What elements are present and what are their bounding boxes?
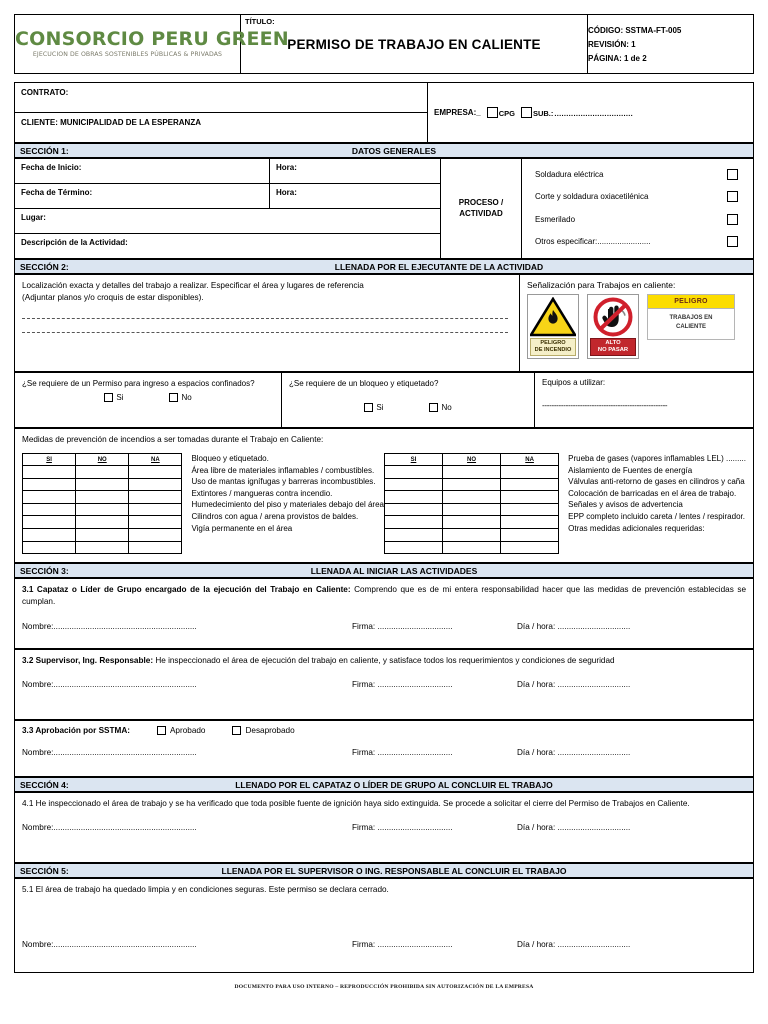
hora-termino-field[interactable] <box>270 184 441 209</box>
section-1-title: DATOS GENERALES <box>351 145 437 156</box>
measures-right-items <box>559 453 746 554</box>
section-4-title: LLENADO POR EL CAPATAZ O LÍDER DE GRUPO AL CONCLUIR EL TRABAJO <box>235 779 553 790</box>
q1-option-si[interactable] <box>104 393 123 402</box>
localizacion-line-1: Localización exacta y detalles del trabajo a realizar. Especificar el área y lugares de referencia <box>22 281 364 290</box>
danger-line-1: TRABAJOS EN <box>669 315 713 321</box>
checkbox-cell[interactable] <box>501 503 559 516</box>
descripcion-label: Descripción de la Actividad: <box>21 238 128 247</box>
checkbox-corte-oxiacetilenica-icon[interactable] <box>727 191 738 202</box>
dia-hora-field[interactable]: Día / hora: ................................ <box>517 748 631 758</box>
codigo-text: CÓDIGO: SSTMA-FT-005 <box>588 25 682 35</box>
danger-sign-header: PELIGRO <box>648 295 734 309</box>
actividad-options <box>522 159 754 259</box>
titulo-label: TÍTULO: <box>245 17 275 26</box>
checkbox-q1-no-icon[interactable] <box>169 393 178 402</box>
document-footer: DOCUMENTO PARA USO INTERNO – REPRODUCCIÓN PROHIBIDA SIN AUTORIZACIÓN DE LA EMPRESA <box>234 984 534 991</box>
lugar-label: Lugar: <box>21 213 46 222</box>
signage-images <box>527 294 746 359</box>
signature-line <box>22 748 746 757</box>
equipos-write-line[interactable]: ----------------------------------------------------- <box>542 401 668 410</box>
firma-field[interactable]: Firma: ................................. <box>352 680 453 690</box>
fecha-inicio-field[interactable] <box>15 159 270 184</box>
measure-item: Bloqueo y etiquetado. <box>191 454 269 463</box>
document-code-block <box>588 15 754 74</box>
firma-field[interactable]: Firma: ................................. <box>352 940 453 950</box>
q1-no-label: No <box>181 393 192 402</box>
sub-label: SUB.: <box>532 109 554 118</box>
equipos-a-utilizar-cell[interactable] <box>535 373 754 428</box>
stop-caption-line-1: ALTO <box>605 340 621 346</box>
col-header-si: SI <box>385 454 443 466</box>
descripcion-field[interactable] <box>15 234 441 259</box>
empresa-option-sub[interactable] <box>521 107 633 118</box>
q1-si-label: Si <box>116 393 124 402</box>
section-2-table <box>14 274 754 372</box>
measures-right-column <box>384 453 746 554</box>
section-3-band <box>14 563 754 578</box>
checkbox-cell[interactable] <box>501 528 559 541</box>
hora-inicio-field[interactable] <box>270 159 441 184</box>
checkbox-q2-si-icon[interactable] <box>364 403 373 412</box>
danger-line-2: CALIENTE <box>676 324 706 330</box>
col-header-si: SI <box>23 454 76 466</box>
block-32-text <box>22 655 746 667</box>
fecha-inicio-label: Fecha de Inicio: <box>21 163 82 172</box>
activity-label: Otros especificar:........................ <box>535 237 651 247</box>
measure-item: Aislamiento de Fuentes de energía <box>568 465 693 475</box>
logo-company-name: CONSORCIO PERU GREEN <box>15 27 289 50</box>
section-4-band <box>14 777 754 792</box>
activity-row[interactable] <box>528 231 747 254</box>
empresa-option-cpg[interactable] <box>487 107 515 118</box>
checkbox-cell[interactable] <box>23 478 76 491</box>
measure-item: Cilindros con agua / arena provistos de baldes. <box>191 511 359 521</box>
write-line[interactable] <box>22 332 508 333</box>
checkbox-cell[interactable] <box>76 541 129 554</box>
measure-item: EPP completo incluido careta / lentes / respirador. <box>568 511 745 521</box>
q2-option-si[interactable] <box>364 403 383 412</box>
hora-inicio-label: Hora: <box>276 163 297 172</box>
desaprobado-label: Desaprobado <box>245 726 295 736</box>
section-4-number: SECCIÓN 4: <box>20 779 69 790</box>
section-2-title: LLENADA POR EL EJECUTANTE DE LA ACTIVIDAD <box>334 261 544 272</box>
option-aprobado[interactable] <box>157 726 206 735</box>
sign-no-entry <box>587 294 639 359</box>
measures-left-items <box>182 453 384 554</box>
contract-block <box>14 82 754 143</box>
section-3-title: LLENADA AL INICIAR LAS ACTIVIDADES <box>310 565 478 576</box>
checkbox-cell[interactable] <box>76 491 129 504</box>
checkbox-otros-icon[interactable] <box>727 236 738 247</box>
empresa-cell <box>428 83 754 143</box>
measures-right-checkbox-grid <box>384 453 559 554</box>
section-5-band <box>14 863 754 878</box>
questions-row <box>14 372 754 428</box>
section-3-block-32 <box>14 649 754 720</box>
sign-danger-hot-work <box>647 294 735 340</box>
sub-dots: ................................. <box>554 109 634 118</box>
measure-item: Válvulas anti-retorno de gases en cilindros y caña <box>568 477 745 487</box>
lugar-field[interactable] <box>15 209 441 234</box>
measure-item: Área libre de materiales inflamables / combustibles. <box>191 465 375 475</box>
localizacion-cell[interactable] <box>15 275 520 372</box>
dia-hora-field[interactable]: Día / hora: ................................ <box>517 680 631 690</box>
checkbox-cell[interactable] <box>443 491 501 504</box>
question-2-options <box>289 403 527 412</box>
section-5-title: LLENADA POR EL SUPERVISOR O ING. RESPONSABLE AL CONCLUIR EL TRABAJO <box>221 865 567 876</box>
nombre-field[interactable]: Nombre:............................................................... <box>22 823 197 833</box>
fire-caption-line-2: DE INCENDIO <box>534 346 572 353</box>
question-1-text: ¿Se requiere de un Permiso para ingreso a espacios confinados? <box>22 379 255 388</box>
checkbox-cell[interactable] <box>501 478 559 491</box>
checkbox-cell[interactable] <box>385 541 443 554</box>
firma-field[interactable]: Firma: ................................. <box>352 823 453 833</box>
question-espacios-confinados <box>15 373 282 428</box>
checkbox-cell[interactable] <box>23 528 76 541</box>
fire-caption-line-1: PELIGRO <box>540 340 566 346</box>
checkbox-q2-no-icon[interactable] <box>429 403 438 412</box>
firma-field[interactable]: Firma: ................................. <box>352 748 453 758</box>
activity-row[interactable] <box>528 186 747 209</box>
activity-row[interactable] <box>528 208 747 231</box>
write-line[interactable] <box>22 318 508 319</box>
section-3-block-33 <box>14 720 754 777</box>
col-header-na: NA <box>501 454 559 466</box>
checkbox-cell[interactable] <box>129 541 182 554</box>
q1-option-no[interactable] <box>169 393 191 402</box>
block-51-text: 5.1 El área de trabajo ha quedado limpia y en condiciones seguras. Este permiso se declara cerrado. <box>22 885 389 895</box>
prevention-measures-table <box>14 428 754 563</box>
measure-item: Otras medidas adicionales requeridas: <box>568 523 705 533</box>
checkbox-cell[interactable] <box>129 478 182 491</box>
signature-line <box>22 940 746 949</box>
checkbox-cell[interactable] <box>385 466 443 479</box>
measure-item: Prueba de gases (vapores inflamables LEL) ......... <box>568 454 746 463</box>
equipos-label: Equipos a utilizar: <box>542 378 606 387</box>
checkbox-cell[interactable] <box>501 541 559 554</box>
dia-hora-field[interactable]: Día / hora: ................................ <box>517 823 631 833</box>
checkbox-cell[interactable] <box>129 516 182 529</box>
checkbox-cell[interactable] <box>501 466 559 479</box>
option-desaprobado[interactable] <box>232 726 294 735</box>
nombre-field[interactable]: Nombre:............................................................... <box>22 621 197 631</box>
empresa-label: EMPRESA:_ <box>434 108 481 117</box>
checkbox-soldadura-electrica-icon[interactable] <box>727 169 738 180</box>
logo-tagline: EJECUCION DE OBRAS SOSTENIBLES PÚBLICAS & PRIVADAS <box>32 51 223 59</box>
fire-hazard-triangle-icon <box>530 297 576 337</box>
section-5-number: SECCIÓN 5: <box>20 865 69 876</box>
checkbox-cell[interactable] <box>76 516 129 529</box>
nombre-field[interactable]: Nombre:............................................................... <box>22 680 197 690</box>
checkbox-cell[interactable] <box>23 541 76 554</box>
checkbox-cell[interactable] <box>23 516 76 529</box>
checkbox-sub-icon[interactable] <box>521 107 532 118</box>
checkbox-cell[interactable] <box>129 528 182 541</box>
checkbox-q1-si-icon[interactable] <box>104 393 113 402</box>
checkbox-cell[interactable] <box>443 478 501 491</box>
cpg-label: CPG <box>498 109 515 118</box>
measure-item: Colocación de barricadas en el área de trabajo. <box>568 488 737 498</box>
measure-item: Extintores / mangueras contra incendio. <box>191 488 333 498</box>
measures-left-checkbox-grid <box>22 453 182 554</box>
document-header <box>14 14 754 74</box>
stop-caption-line-2: NO PASAR <box>597 346 629 353</box>
block-31-text <box>22 584 746 609</box>
measure-item: Señales y avisos de advertencia <box>568 500 683 510</box>
dia-hora-field[interactable]: Día / hora: ................................ <box>517 940 631 950</box>
senalizacion-cell <box>520 275 754 372</box>
activity-label: Corte y soldadura oxiacetilénica <box>535 192 649 202</box>
measure-item: Vigía permanente en el área <box>191 523 293 533</box>
checkbox-esmerilado-icon[interactable] <box>727 214 738 225</box>
fire-sign-caption <box>530 338 576 356</box>
nombre-field[interactable]: Nombre:............................................................... <box>22 940 197 950</box>
cliente-field[interactable] <box>15 113 428 143</box>
block-32-rest: He inspeccionado el área de ejecución del trabajo en caliente, y satisface todos los requerimientos y condiciones de seguridad <box>153 656 615 666</box>
activity-label: Soldadura eléctrica <box>535 169 604 179</box>
senalizacion-title: Señalización para Trabajos en caliente: <box>527 280 676 290</box>
block-32-bold: 3.2 Supervisor, Ing. Responsable: <box>22 656 154 666</box>
danger-sign-body <box>648 309 734 339</box>
checkbox-cell[interactable] <box>23 503 76 516</box>
question-1-options <box>22 393 274 402</box>
proceso-actividad-label: PROCESO / ACTIVIDAD <box>441 159 522 259</box>
measures-left-column <box>22 453 384 554</box>
header-spacer <box>14 74 754 82</box>
localizacion-line-2: (Adjuntar planos y/o croquis de estar disponibles). <box>22 293 204 303</box>
no-entry-hand-icon <box>590 297 636 337</box>
checkbox-cell[interactable] <box>385 528 443 541</box>
checkbox-cell[interactable] <box>385 491 443 504</box>
measure-item: Humedecimiento del piso y materiales debajo del área <box>191 500 384 510</box>
measures-title: Medidas de prevención de incendios a ser tomadas durante el Trabajo en Caliente: <box>22 435 324 444</box>
aprobacion-row <box>22 726 746 735</box>
checkbox-cell[interactable] <box>76 466 129 479</box>
checkbox-cpg-icon[interactable] <box>487 107 498 118</box>
section-3-number: SECCIÓN 3: <box>20 565 69 576</box>
checkbox-cell[interactable] <box>385 516 443 529</box>
q2-si-label: Si <box>376 403 384 412</box>
col-header-na: NA <box>129 454 182 466</box>
measures-columns <box>22 453 746 554</box>
fecha-termino-label: Fecha de Término: <box>21 188 93 197</box>
signature-line <box>22 823 746 832</box>
q2-no-label: No <box>441 403 452 412</box>
fecha-termino-field[interactable] <box>15 184 270 209</box>
section-1-number: SECCIÓN 1: <box>20 145 69 156</box>
checkbox-cell[interactable] <box>501 516 559 529</box>
firma-field[interactable]: Firma: ................................. <box>352 621 453 631</box>
activity-row[interactable] <box>528 163 747 186</box>
checkbox-cell[interactable] <box>443 516 501 529</box>
section-1-band <box>14 143 754 158</box>
stop-sign-caption <box>590 338 636 356</box>
q2-option-no[interactable] <box>429 403 451 412</box>
cliente-label: CLIENTE: MUNICIPALIDAD DE LA ESPERANZA <box>21 118 201 127</box>
section-2-number: SECCIÓN 2: <box>20 261 69 272</box>
block-31-rest: Comprendo que es de mi entera responsabilidad hacer que las medidas de prevención establecidas se cumplan. <box>22 585 746 607</box>
nombre-field[interactable]: Nombre:............................................................... <box>22 748 197 758</box>
col-header-no: NO <box>76 454 129 466</box>
section-3-block-31 <box>14 578 754 649</box>
contrato-field[interactable] <box>15 83 428 113</box>
section-1-table <box>14 158 754 259</box>
sign-fire-hazard <box>527 294 579 359</box>
question-2-text: ¿Se requiere de un bloqueo y etiquetado? <box>289 379 439 388</box>
checkbox-cell[interactable] <box>23 491 76 504</box>
checkbox-cell[interactable] <box>76 478 129 491</box>
checkbox-cell[interactable] <box>76 528 129 541</box>
block-33-bold: 3.3 Aprobación por SSTMA: <box>22 726 130 736</box>
block-41-text: 4.1 He inspeccionado el área de trabajo y se ha verificado que toda posible fuente de ignición haya sido extinguida. Se procede a solicitar el cierre del Permiso de Trabajos en Caliente. <box>22 799 690 809</box>
signature-line <box>22 680 746 689</box>
hora-termino-label: Hora: <box>276 188 297 197</box>
checkbox-cell[interactable] <box>501 491 559 504</box>
page-title: PERMISO DE TRABAJO EN CALIENTE <box>287 36 541 52</box>
revision-text: REVISIÓN: 1 <box>588 39 636 49</box>
checkbox-cell[interactable] <box>76 503 129 516</box>
measure-item: Uso de mantas ignífugas y barreras incombustibles. <box>191 477 376 487</box>
checkbox-cell[interactable] <box>443 503 501 516</box>
checkbox-desaprobado-icon[interactable] <box>232 726 241 735</box>
signature-line <box>22 622 746 631</box>
checkbox-cell[interactable] <box>129 466 182 479</box>
block-31-bold: 3.1 Capataz o Líder de Grupo encargado de la ejecución del Trabajo en Caliente: <box>22 585 351 595</box>
checkbox-cell[interactable] <box>129 491 182 504</box>
dia-hora-field[interactable]: Día / hora: ................................ <box>517 621 631 631</box>
pagina-text: PÁGINA: 1 de 2 <box>588 53 647 63</box>
aprobado-label: Aprobado <box>169 726 206 736</box>
checkbox-cell[interactable] <box>443 528 501 541</box>
document-title-cell <box>241 15 588 74</box>
activity-label: Esmerilado <box>535 214 576 224</box>
section-4-block <box>14 792 754 863</box>
checkbox-aprobado-icon[interactable] <box>157 726 166 735</box>
question-bloqueo-etiquetado <box>282 373 535 428</box>
checkbox-cell[interactable] <box>443 541 501 554</box>
checkbox-cell[interactable] <box>23 466 76 479</box>
checkbox-cell[interactable] <box>385 478 443 491</box>
contrato-label: CONTRATO: <box>21 88 69 97</box>
checkbox-cell[interactable] <box>129 503 182 516</box>
col-header-no: NO <box>443 454 501 466</box>
section-2-band <box>14 259 754 274</box>
checkbox-cell[interactable] <box>443 466 501 479</box>
checkbox-cell[interactable] <box>385 503 443 516</box>
section-5-block <box>14 878 754 973</box>
